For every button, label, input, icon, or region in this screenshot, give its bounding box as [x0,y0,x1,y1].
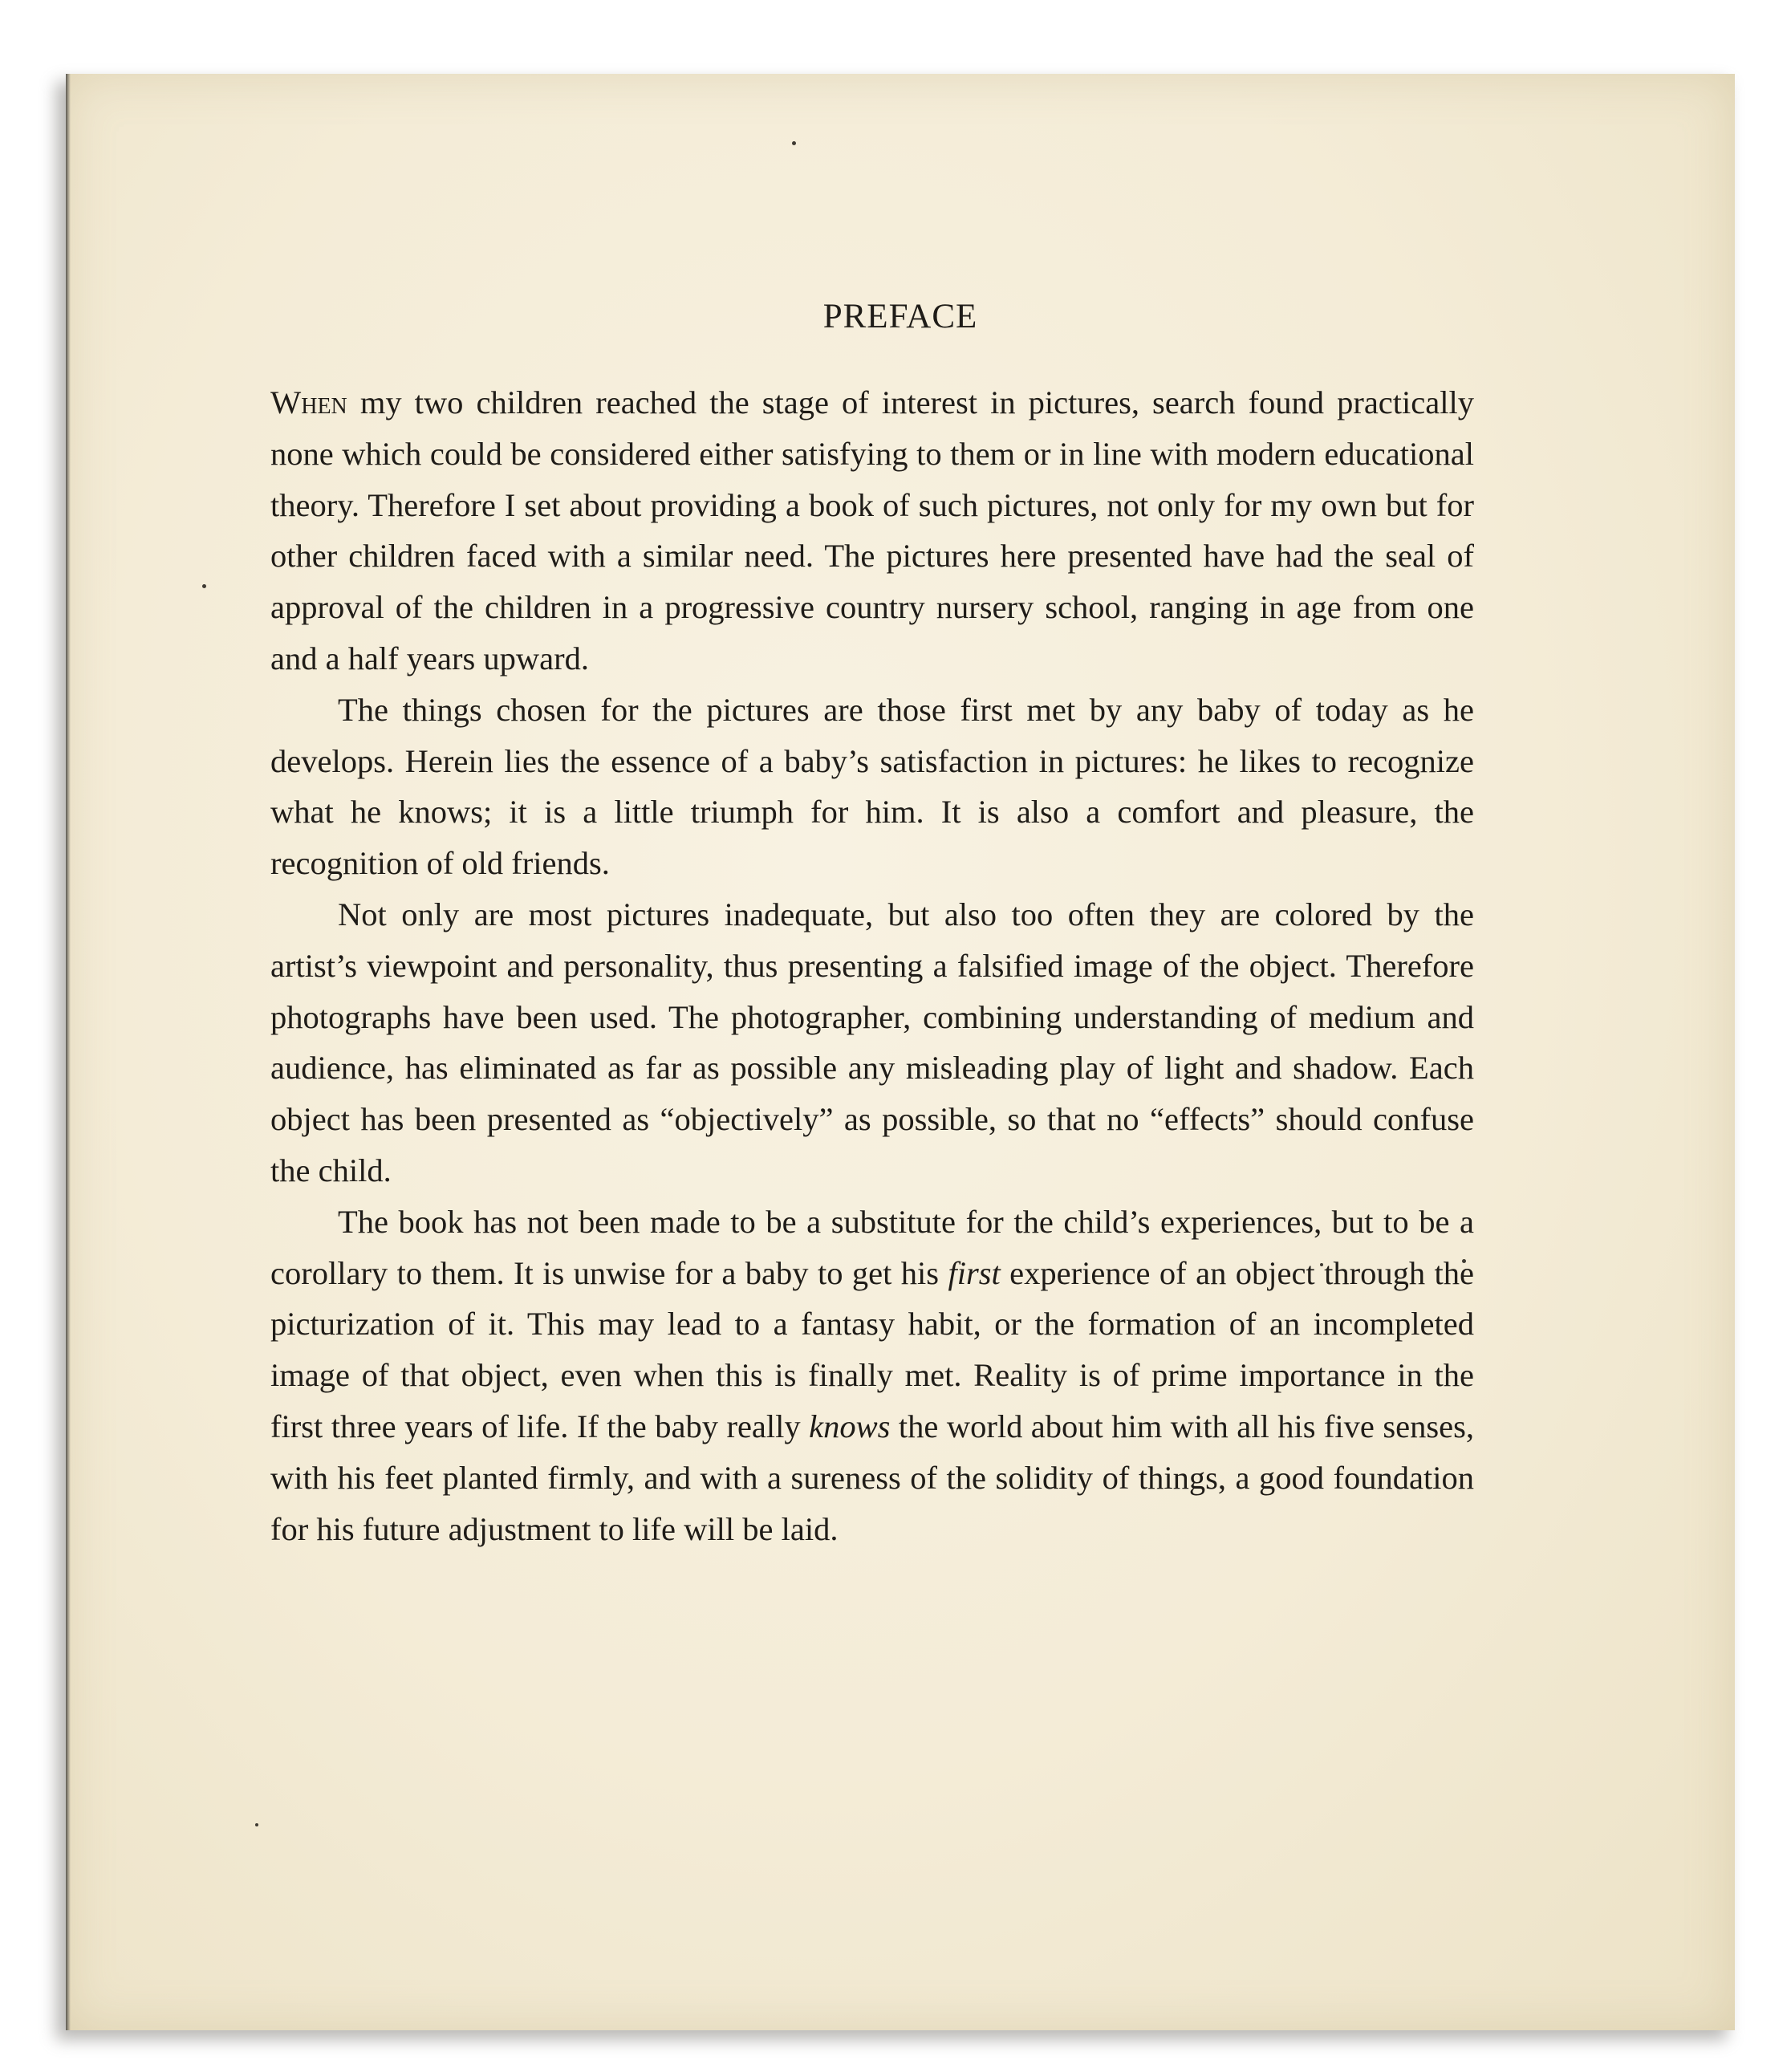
paragraph-text: the world about him with all his five senses, with his feet planted firmly, and with a sureness of the solidity of things, a good foundation for his future adjustment to life will be laid. [270,1408,1474,1547]
page-title: PREFACE [822,298,978,335]
paper-speck [202,584,206,588]
paragraph [270,1196,1474,1555]
paper-speck [255,1823,258,1826]
paragraph-text: The book has not been made to be a substitute for the child’s experiences, but to be a corollary to them. It is unwise for a baby to get his [270,1203,1474,1291]
paragraph: Not only are most pictures inadequate, but also too often they are colored by the artist’s viewpoint and personality, thus presenting a falsified image of the object. Therefore photographs have been used. The photographer, combining understanding of medium and audience, has eliminated as far as possible any misleading play of light and shadow. Each object has been presented as “objectively” as possible, so that no “effects” should confuse the child. [270,896,1474,1188]
paragraph [270,377,1474,685]
emphasis: first [948,1254,1001,1291]
paragraph: The things chosen for the pictures are those first met by any baby of today as he develops. Herein lies the essence of a baby’s satisfaction in pictures: he likes to recognize what he knows; it is a little triumph for him. It is also a comfort and pleasure, the recognition of old friends. [270,691,1474,882]
paragraph-text: my two children reached the stage of interest in pictures, search found practically none which could be considered either satisfying to them or in line with modern educational theory. Therefore I set about providing a book of such pictures, not only for my own but for other children faced with a similar need. The pictures here presented have had the seal of approval of the children in a progressive country nursery school, ranging in age from one and a half years upward. [270,384,1474,676]
paper-speck [792,141,796,145]
page-edge [66,74,71,2030]
preface-body [270,377,1474,1554]
emphasis: knows [809,1408,891,1444]
paragraph-text: experience of an object through the picturization of it. This may lead to a fantasy habit, or the formation of an incompleted image of that object, even when this is finally met. Reality is of prime importance in the first three years of life. If the baby really [270,1254,1474,1444]
lead-word: When [270,384,347,420]
book-page [66,74,1735,2030]
